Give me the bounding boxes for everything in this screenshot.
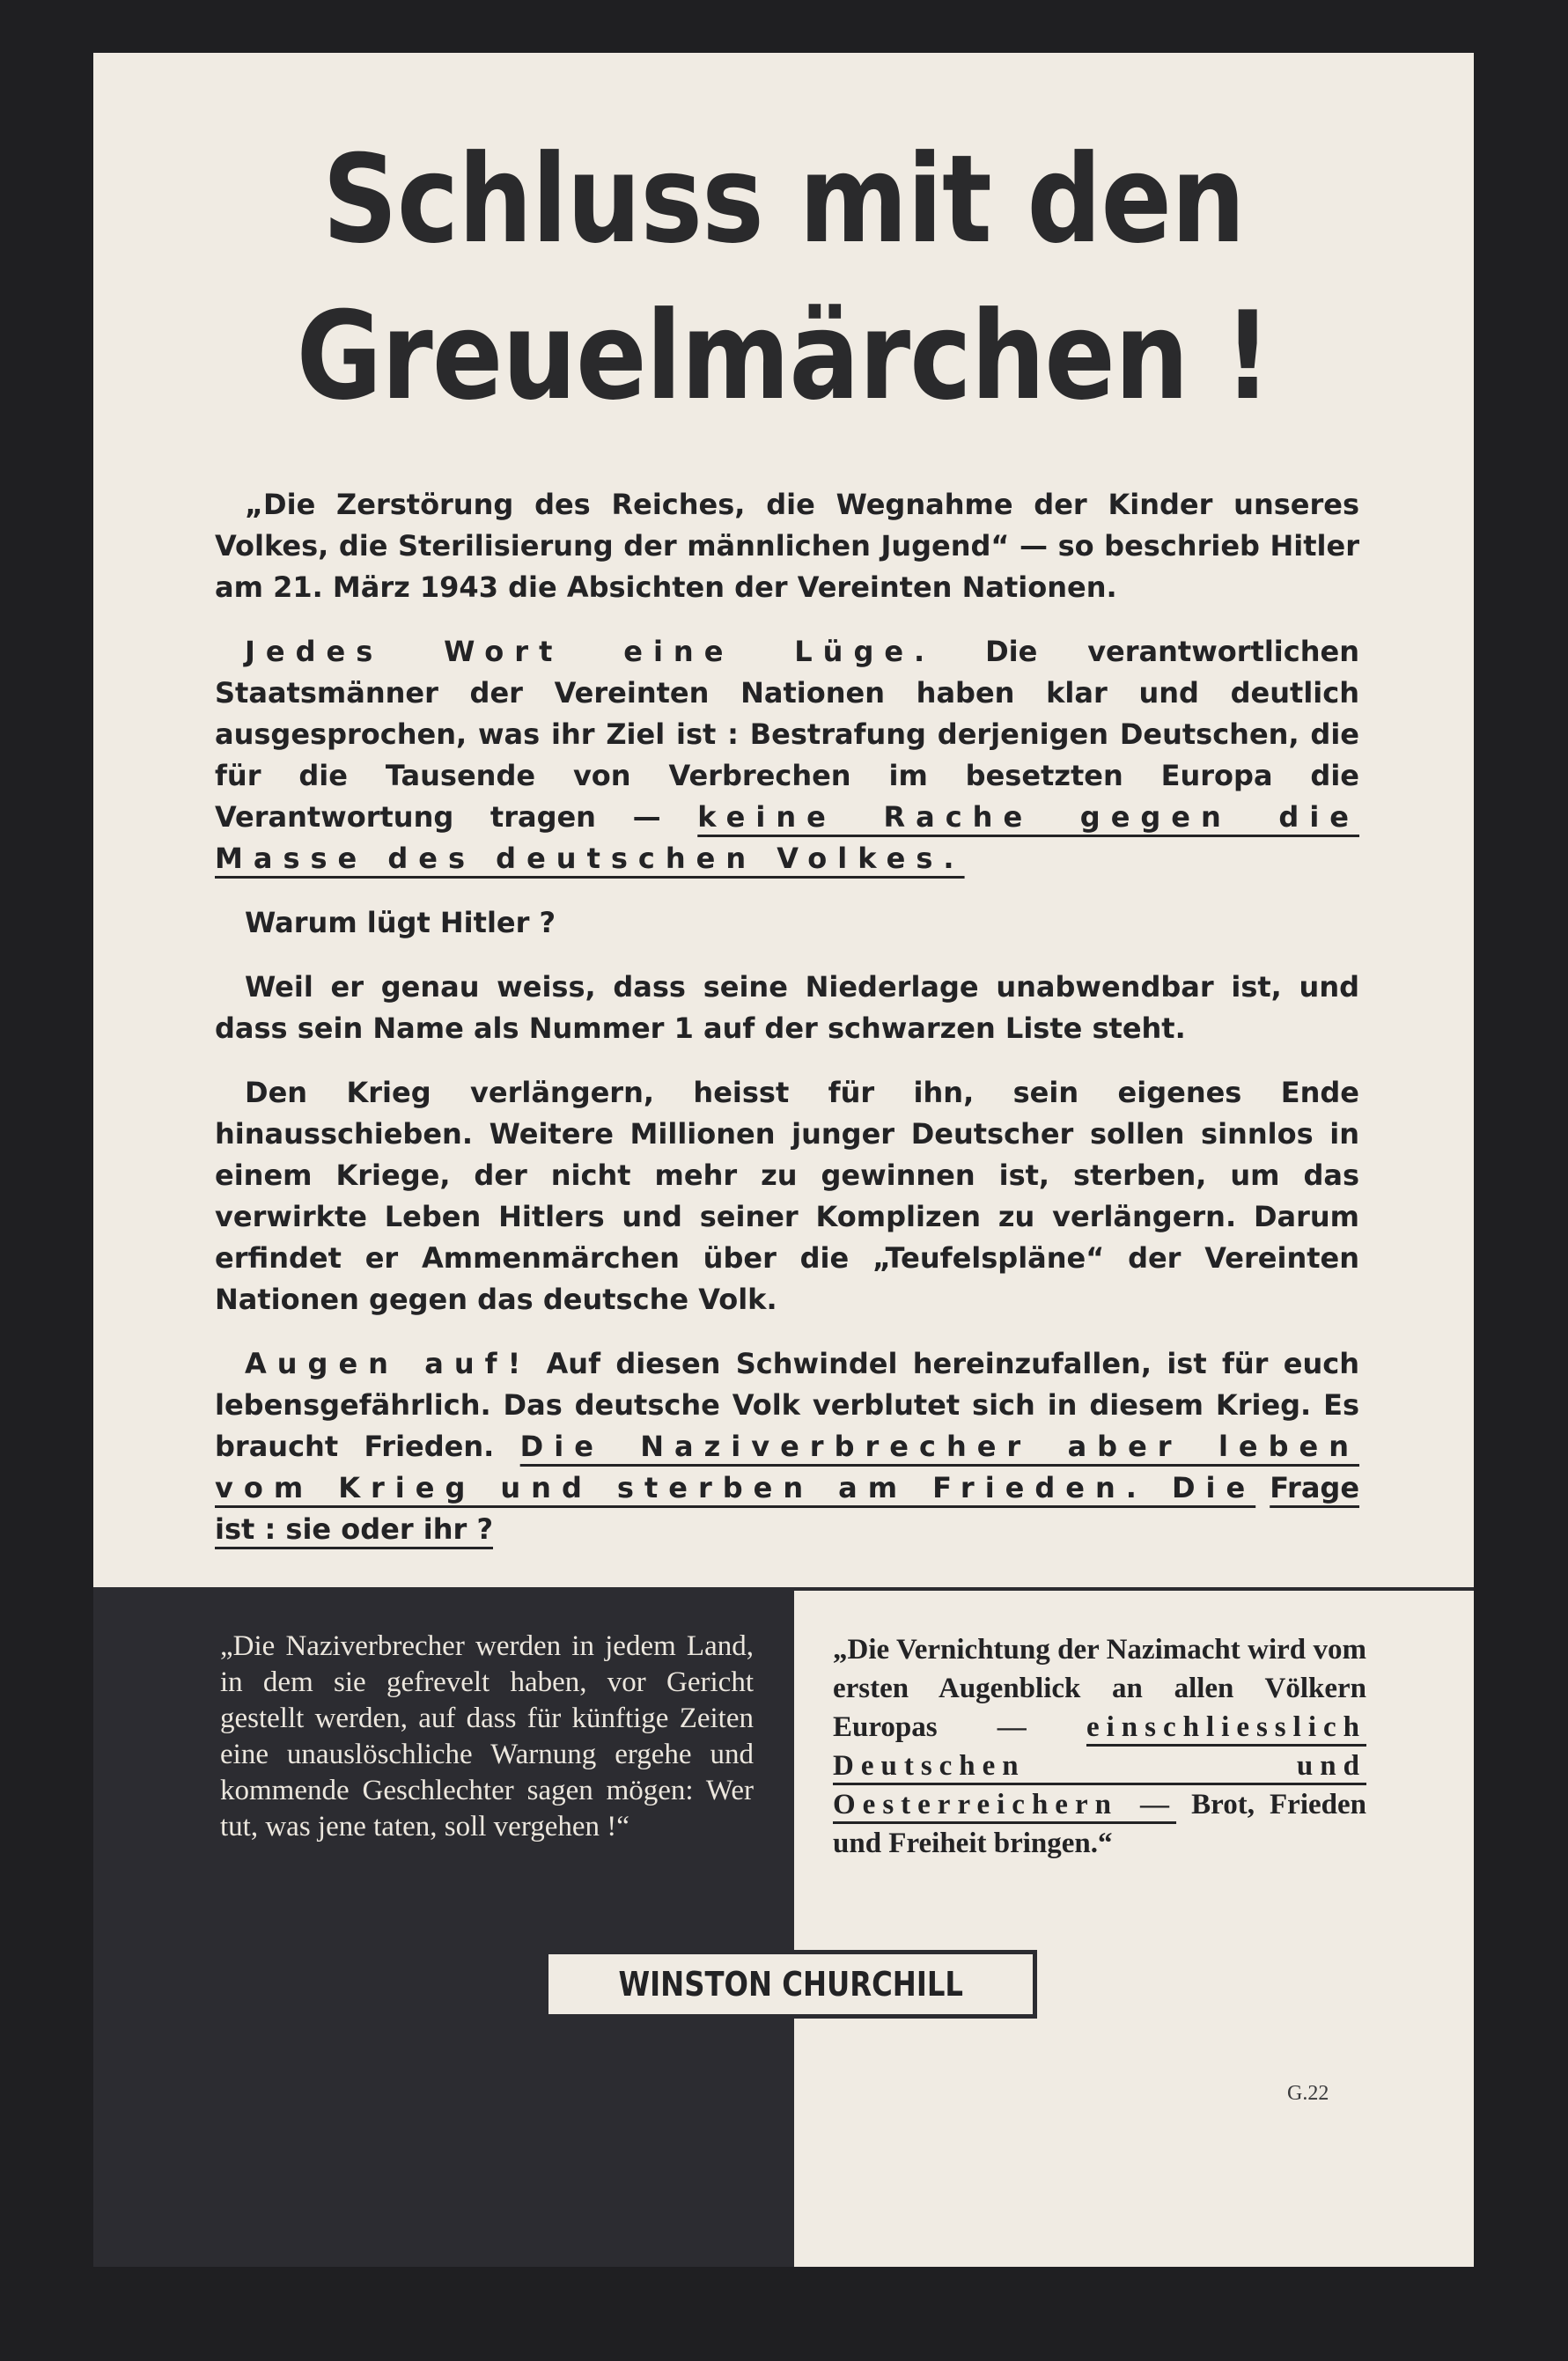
paragraph-6-text: Auf diesen Schwindel hereinzufallen, ist für euch lebensgefährlich. Das deutsche Volk verblutet sich in diesem Krieg. Es braucht Frieden.	[215, 1347, 1360, 1463]
signature-box	[544, 1950, 1037, 2019]
underlined-phrase-keine-rache: keine Rache gegen die Masse des deutschen Volkes.	[215, 800, 1360, 875]
headline-line-1: Schluss mit den	[322, 129, 1245, 270]
quote-right	[833, 1630, 1366, 1863]
paragraph-6	[215, 1343, 1359, 1550]
headline	[190, 121, 1377, 435]
spaced-phrase-augen-auf: Augen auf!	[245, 1347, 532, 1380]
signature-name: WINSTON CHURCHILL	[618, 1965, 963, 2004]
paragraph-5: Den Krieg verlängern, heisst für ihn, sein eigenes Ende hinausschieben. Weitere Millionen junger Deutscher sollen sinnlos in einem Kriege, der nicht mehr zu gewinnen ist, sterben, um das verwirkte Leben Hitlers und seiner Komplizen zu verlängern. Darum erfindet er Ammenmärchen über die „Teufelspläne“ der Vereinten Nationen gegen das deutsche Volk.	[215, 1076, 1359, 1316]
quote-right-part-1: „Die Vernichtung der Nazimacht wird vom ersten Augenblick an allen Völkern Europas —	[833, 1634, 1366, 1743]
headline-line-2: Greuelmärchen !	[296, 285, 1271, 427]
quote-right-underlined: einschliesslich Deutschen und Oesterreichern —	[833, 1711, 1366, 1820]
leaflet-code: G.22	[1287, 2082, 1329, 2105]
paragraph-2	[215, 631, 1359, 879]
quote-right-part-2: Brot, Frieden und Freiheit bringen.“	[833, 1789, 1366, 1859]
paragraph-1: „Die Zerstörung des Reiches, die Wegnahme der Kinder unseres Volkes, die Sterilisierung der männlichen Jugend“ — so beschrieb Hitler am 21. März 1943 die Absichten der Vereinten Nationen.	[215, 488, 1359, 604]
paragraph-2-text: Die verantwortlichen Staatsmänner der Vereinten Nationen haben klar und deutlich ausgesprochen, was ihr Ziel ist : Bestrafung derjenigen Deutschen, die für die Tausende von Verbrechen im besetzten Europa die Verantwortung tragen —	[215, 635, 1359, 834]
paragraph-3: Warum lügt Hitler ?	[245, 906, 556, 939]
leaflet-sheet	[93, 53, 1474, 2267]
quote-left: „Die Naziverbrecher werden in jedem Land, in dem sie gefrevelt haben, vor Gericht gestellt werden, auf dass für künftige Zeiten eine unauslöschliche Warnung ergehe und kommende Geschlechter sagen mögen: Wer tut, was jene taten, soll vergehen !“	[220, 1630, 754, 1842]
underlined-phrase-naziverbrecher: Die Naziverbrecher aber leben vom Krieg und sterben am Frieden. Die	[215, 1430, 1360, 1504]
spaced-phrase-jedes-wort: Jedes Wort eine Lüge.	[245, 635, 936, 668]
paragraph-4: Weil er genau weiss, dass seine Niederlage unabwendbar ist, und dass sein Name als Nummer 1 auf der schwarzen Liste steht.	[215, 970, 1359, 1045]
underlined-phrase-frage: Frage ist : sie oder ihr ?	[215, 1471, 1360, 1546]
body-text	[215, 484, 1359, 1573]
